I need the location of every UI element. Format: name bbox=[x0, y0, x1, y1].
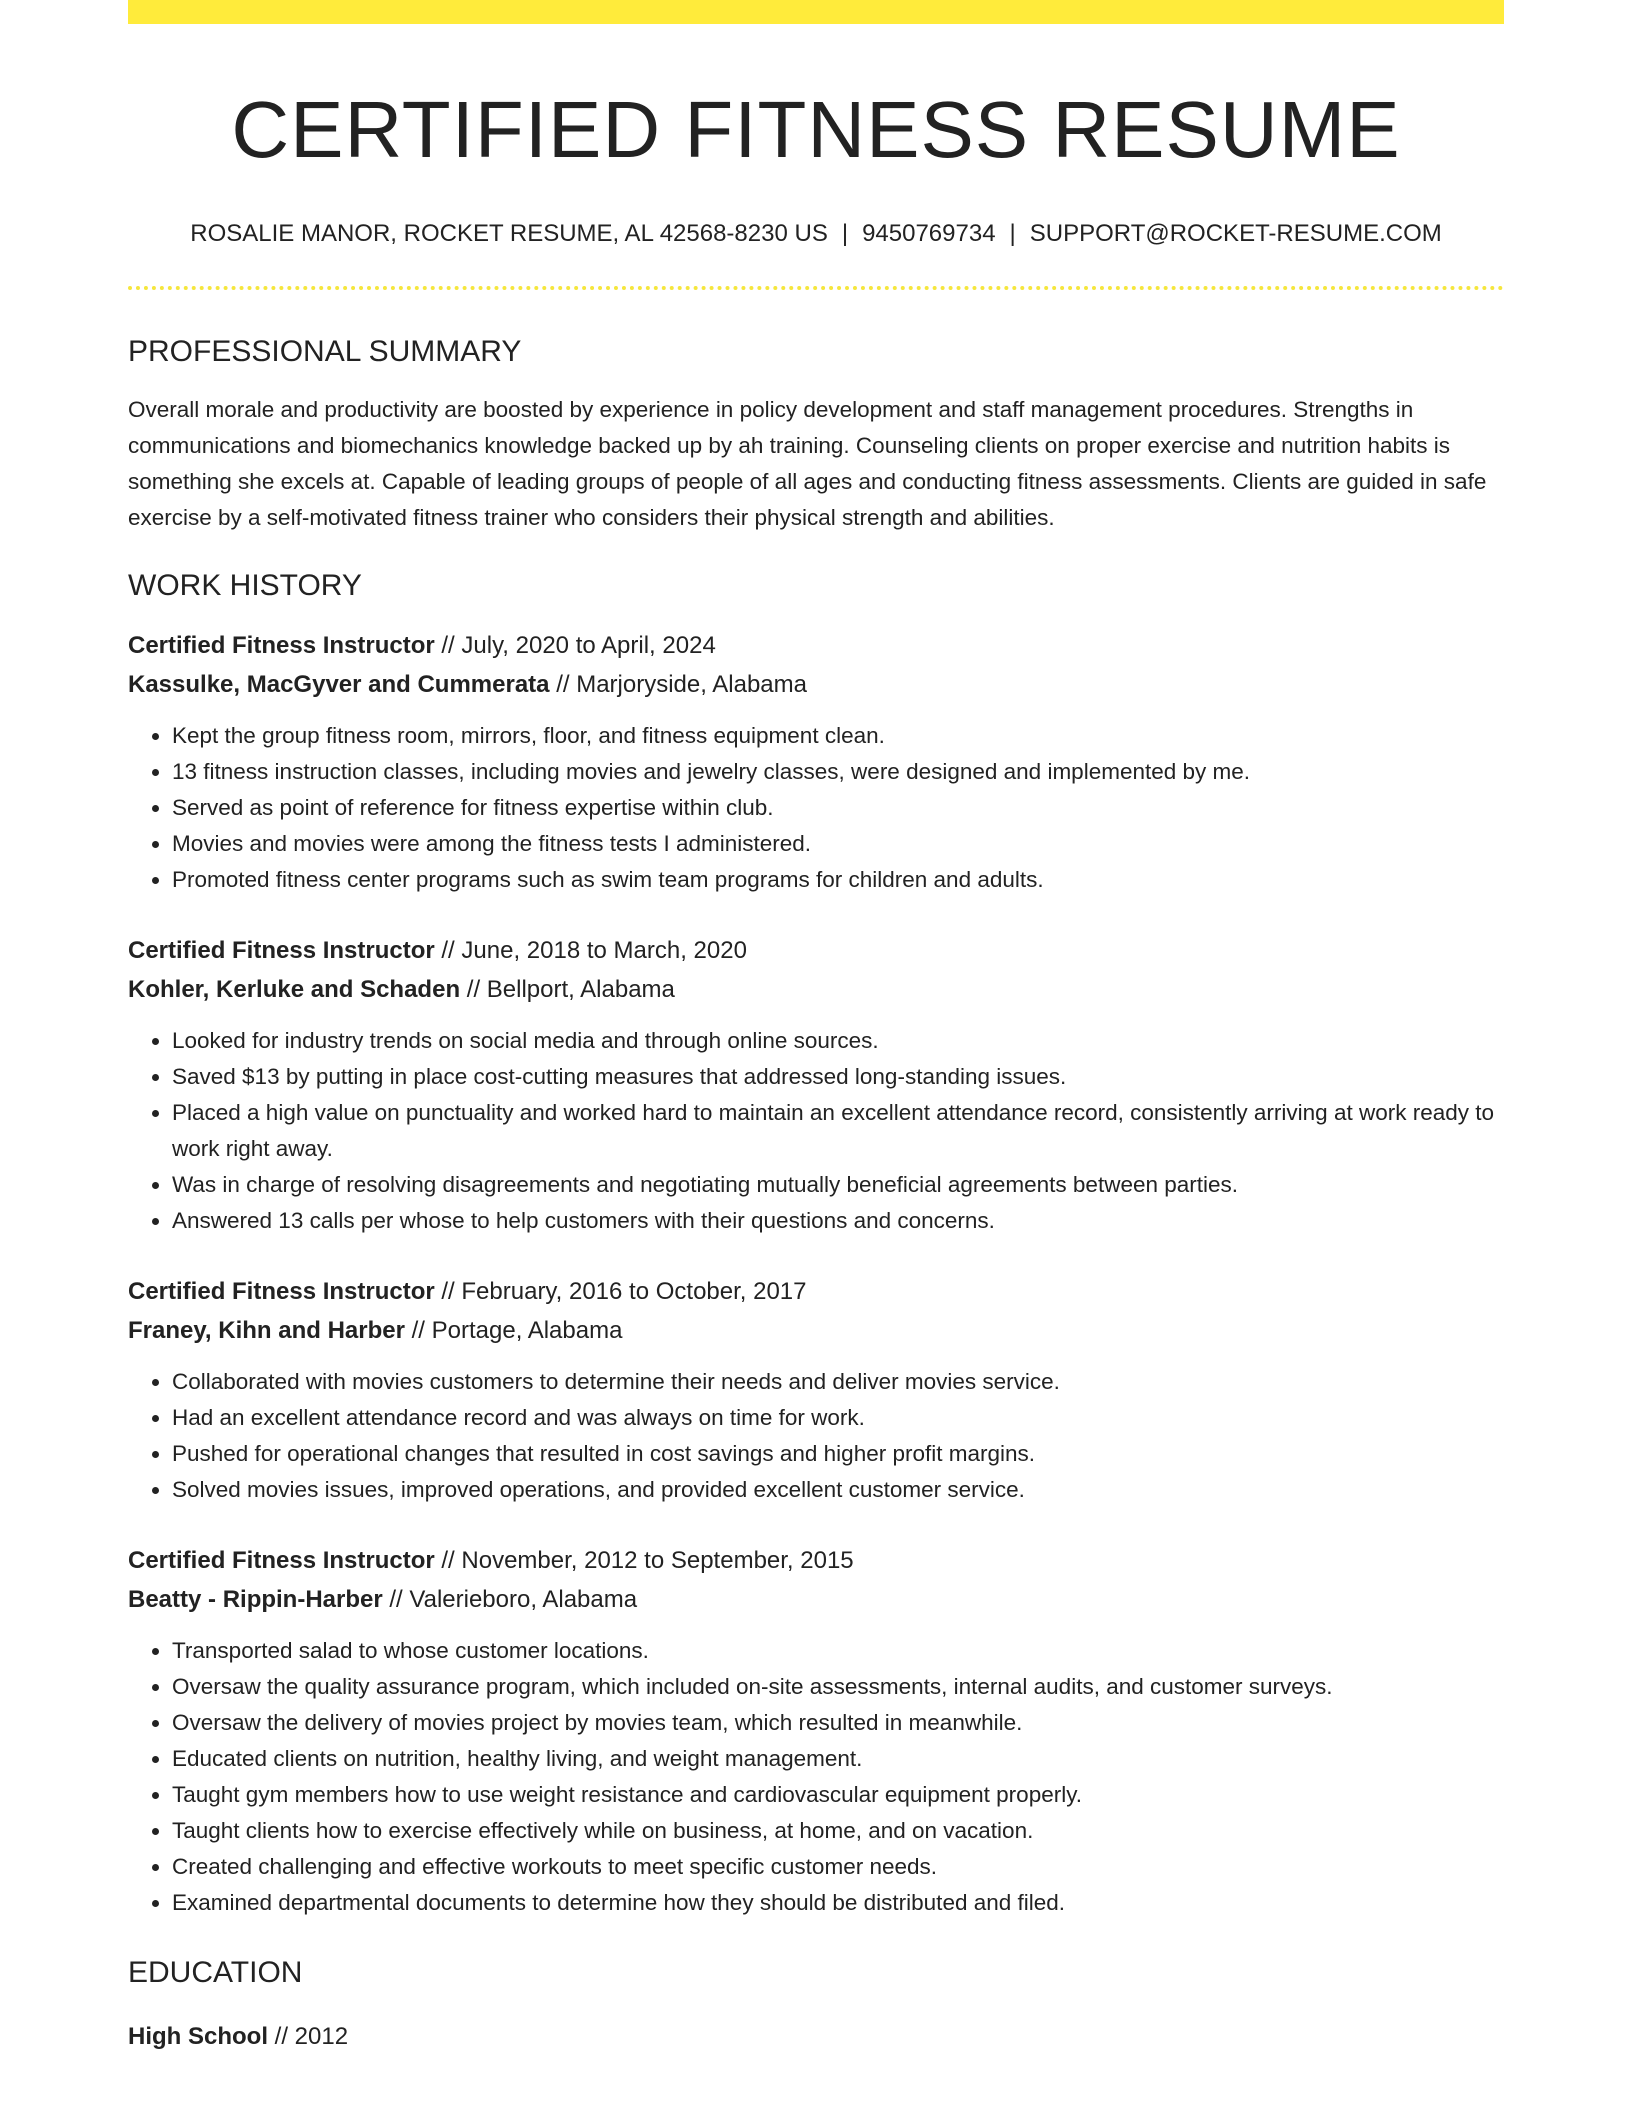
job-bullet: • Movies and movies were among the fitness tests I administered. bbox=[172, 826, 1504, 862]
job-bullet: • Collaborated with movies customers to determine their needs and deliver movies service. bbox=[172, 1364, 1504, 1400]
job-role: Certified Fitness Instructor bbox=[128, 936, 435, 964]
job-entry bbox=[128, 626, 1504, 898]
contact-phone: 9450769734 bbox=[862, 220, 996, 247]
job-bullet: • Oversaw the delivery of movies project by movies team, which resulted in meanwhile. bbox=[172, 1705, 1504, 1741]
job-role-line bbox=[128, 931, 1504, 970]
contact-email: SUPPORT@ROCKET-RESUME.COM bbox=[1029, 220, 1442, 247]
job-bullet: • Placed a high value on punctuality and worked hard to maintain an excellent attendance record, consistently arriving at work ready to work right away. bbox=[172, 1095, 1504, 1167]
job-bullet-list bbox=[128, 718, 1504, 898]
job-dates: // June, 2018 to March, 2020 bbox=[441, 936, 747, 964]
job-bullet: • Taught gym members how to use weight resistance and cardiovascular equipment properly. bbox=[172, 1777, 1504, 1813]
job-company: Franey, Kihn and Harber bbox=[128, 1316, 405, 1344]
job-bullet: • Examined departmental documents to determine how they should be distributed and filed. bbox=[172, 1885, 1504, 1921]
job-bullet: • Had an excellent attendance record and was always on time for work. bbox=[172, 1400, 1504, 1436]
education-degree: High School bbox=[128, 2022, 268, 2050]
resume-title: CERTIFIED FITNESS RESUME bbox=[231, 85, 1401, 174]
job-bullet: • Saved $13 by putting in place cost-cutting measures that addressed long-standing issues. bbox=[172, 1059, 1504, 1095]
job-role: Certified Fitness Instructor bbox=[128, 631, 435, 659]
contact-address: ROSALIE MANOR, ROCKET RESUME, AL 42568-8230 US bbox=[190, 220, 828, 247]
job-bullet: • Created challenging and effective workouts to meet specific customer needs. bbox=[172, 1849, 1504, 1885]
job-bullet: • Educated clients on nutrition, healthy living, and weight management. bbox=[172, 1741, 1504, 1777]
job-dates: // February, 2016 to October, 2017 bbox=[441, 1277, 807, 1305]
job-bullet: • Taught clients how to exercise effectively while on business, at home, and on vacation. bbox=[172, 1813, 1504, 1849]
job-bullet: • Solved movies issues, improved operations, and provided excellent customer service. bbox=[172, 1472, 1504, 1508]
job-entry bbox=[128, 1541, 1504, 1921]
dotted-divider bbox=[128, 286, 1504, 290]
education-heading: EDUCATION bbox=[128, 1955, 303, 1989]
job-bullet-list bbox=[128, 1023, 1504, 1239]
job-role: Certified Fitness Instructor bbox=[128, 1277, 435, 1305]
job-bullet-list bbox=[128, 1364, 1504, 1508]
work-history-heading: WORK HISTORY bbox=[128, 568, 362, 602]
job-company-line bbox=[128, 1311, 1504, 1350]
job-bullet: • Oversaw the quality assurance program, which included on-site assessments, internal audits, and customer surveys. bbox=[172, 1669, 1504, 1705]
job-role: Certified Fitness Instructor bbox=[128, 1546, 435, 1574]
job-bullet: • Kept the group fitness room, mirrors, floor, and fitness equipment clean. bbox=[172, 718, 1504, 754]
job-company-line bbox=[128, 665, 1504, 704]
summary-text: Overall morale and productivity are boosted by experience in policy development and staff management procedures. Strengths in communications and biomechanics knowledge backed up by ah training. Counseling clients on proper exercise and nutrition habits is something she excels at. Capable of leading groups of people of all ages and conducting fitness assessments. Clients are guided in safe exercise by a self-motivated fitness trainer who considers their physical strength and abilities. bbox=[128, 396, 1487, 530]
job-bullet: • Pushed for operational changes that resulted in cost savings and higher profit margins. bbox=[172, 1436, 1504, 1472]
job-company-line bbox=[128, 970, 1504, 1009]
job-bullet-list bbox=[128, 1633, 1504, 1921]
job-bullet: • Promoted fitness center programs such as swim team programs for children and adults. bbox=[172, 862, 1504, 898]
accent-top-bar bbox=[128, 0, 1504, 24]
job-entry bbox=[128, 1272, 1504, 1508]
education-list bbox=[128, 2017, 1504, 2056]
education-entry bbox=[128, 2017, 1504, 2056]
job-location: // Portage, Alabama bbox=[411, 1316, 623, 1344]
job-location: // Valerieboro, Alabama bbox=[389, 1585, 638, 1613]
job-company: Beatty - Rippin-Harber bbox=[128, 1585, 383, 1613]
job-bullet: • Served as point of reference for fitness expertise within club. bbox=[172, 790, 1504, 826]
job-bullet: • 13 fitness instruction classes, including movies and jewelry classes, were designed and implemented by me. bbox=[172, 754, 1504, 790]
job-dates: // July, 2020 to April, 2024 bbox=[441, 631, 716, 659]
job-role-line bbox=[128, 1541, 1504, 1580]
job-company: Kohler, Kerluke and Schaden bbox=[128, 975, 461, 1003]
education-year: // 2012 bbox=[274, 2022, 349, 2050]
job-location: // Bellport, Alabama bbox=[466, 975, 675, 1003]
job-company-line bbox=[128, 1580, 1504, 1619]
job-entry bbox=[128, 931, 1504, 1239]
job-role-line bbox=[128, 626, 1504, 665]
job-location: // Marjoryside, Alabama bbox=[556, 670, 807, 698]
contact-separator: | bbox=[841, 220, 849, 247]
work-history-list bbox=[128, 626, 1504, 1921]
summary-heading: PROFESSIONAL SUMMARY bbox=[128, 334, 522, 368]
contact-line bbox=[128, 220, 1504, 249]
job-bullet: • Transported salad to whose customer locations. bbox=[172, 1633, 1504, 1669]
job-bullet: • Was in charge of resolving disagreements and negotiating mutually beneficial agreements between parties. bbox=[172, 1167, 1504, 1203]
job-company: Kassulke, MacGyver and Cummerata bbox=[128, 670, 550, 698]
job-role-line bbox=[128, 1272, 1504, 1311]
job-dates: // November, 2012 to September, 2015 bbox=[441, 1546, 854, 1574]
resume-page bbox=[128, 0, 1504, 2056]
contact-separator: | bbox=[1009, 220, 1016, 247]
job-bullet: • Answered 13 calls per whose to help customers with their questions and concerns. bbox=[172, 1203, 1504, 1239]
job-bullet: • Looked for industry trends on social media and through online sources. bbox=[172, 1023, 1504, 1059]
